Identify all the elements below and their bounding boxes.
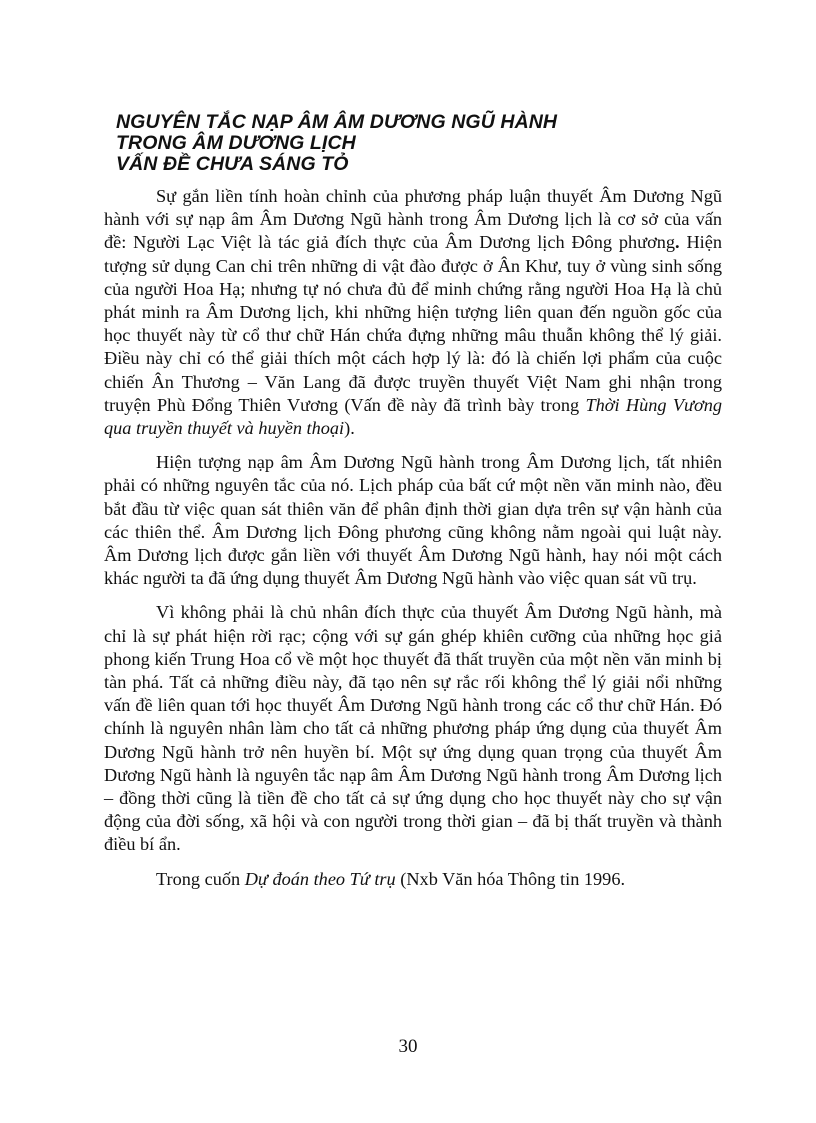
paragraph-1-bold-period: . <box>675 232 680 253</box>
heading-line-1: NGUYÊN TẮC NẠP ÂM ÂM DƯƠNG NGŨ HÀNH <box>116 111 558 133</box>
paragraph-1-text-a: Sự gắn liền tính hoàn chỉnh của phương pháp luận thuyết Âm Dương Ngũ hành với sự nạp âm Âm Dương Ngũ hành trong Âm Dương lịch là cơ sở của vấn đề: Người Lạc Việt là tác giả đích thực của Âm Dương lịch Đông phương <box>104 186 722 253</box>
paragraph-4-text-b: (Nxb Văn hóa Thông tin 1996. <box>395 868 626 889</box>
page-number: 30 <box>398 1036 418 1057</box>
heading-line-2: TRONG ÂM DƯƠNG LỊCH <box>116 132 356 154</box>
paragraph-2: Hiện tượng nạp âm Âm Dương Ngũ hành trong Âm Dương lịch, tất nhiên phải có những nguyên tắc của nó. Lịch pháp của bất cứ một nền văn minh nào, đều bắt đầu từ việc quan sát thiên văn để phân định thời gian dựa trên sự vận hành của các thiên thể. Âm Dương lịch Đông phương cũng không nằm ngoài qui luật này. Âm Dương lịch được gắn liền với thuyết Âm Dương Ngũ hành, hay nói một cách khác người ta đã ứng dụng thuyết Âm Dương Ngũ hành vào việc quan sát vũ trụ. <box>104 452 722 589</box>
paragraph-1-text-b: Hiện tượng sử dụng Can chi trên những di vật đào được ở Ân Khư, tuy ở vùng sinh sống của người Hoa Hạ; nhưng tự nó chưa đủ để minh chứng rằng người Hoa Hạ là chủ phát minh ra Âm Dương lịch, khi những hiện tượng liên quan đến nguồn gốc của học thuyết này từ cổ thư chữ Hán chứa đựng những mâu thuẫn không thể lý giải. Điều này chỉ có thể giải thích một cách hợp lý là: đó là chiến lợi phẩm của cuộc chiến Ân Thương – Văn Lang đã được truyền thuyết Việt Nam ghi nhận trong truyện Phù Đổng Thiên Vương (Vấn đề này đã trình bày trong <box>104 232 722 415</box>
section-heading <box>116 112 722 175</box>
page-body <box>104 112 722 891</box>
paragraph-1-text-c: ). <box>344 418 355 439</box>
paragraph-1 <box>104 185 722 440</box>
paragraph-3: Vì không phải là chủ nhân đích thực của thuyết Âm Dương Ngũ hành, mà chỉ là sự phát hiện rời rạc; cộng với sự gán ghép khiên cưỡng của những học giả phong kiến Trung Hoa cổ về một học thuyết đã thất truyền của một nền văn minh bị tàn phá. Tất cả những điều này, đã tạo nên sự rắc rối không thể lý giải nổi những vấn đề liên quan tới học thuyết Âm Dương Ngũ hành trong các cổ thư chữ Hán. Đó chính là nguyên nhân làm cho tất cả những phương pháp ứng dụng của thuyết Âm Dương Ngũ hành trở nên huyền bí. Một sự ứng dụng quan trọng của thuyết Âm Dương Ngũ hành là nguyên tắc nạp âm Âm Dương Ngũ hành trong Âm Dương lịch – đồng thời cũng là tiền đề cho tất cả sự ứng dụng cho học thuyết này cho sự vận động của đời sống, xã hội và con người trong thời gian – đã bị thất truyền và thành điều bí ẩn. <box>104 602 722 855</box>
heading-line-3: VẤN ĐỀ CHƯA SÁNG TỎ <box>116 153 349 175</box>
paragraph-4 <box>104 868 722 891</box>
book-title-reference: Thời Hùng Vương qua truyền thuyết và huyền thoại <box>104 394 722 439</box>
paragraph-4-text-a: Trong cuốn <box>156 868 245 889</box>
cited-book-title: Dự đoán theo Tứ trụ <box>244 868 396 889</box>
